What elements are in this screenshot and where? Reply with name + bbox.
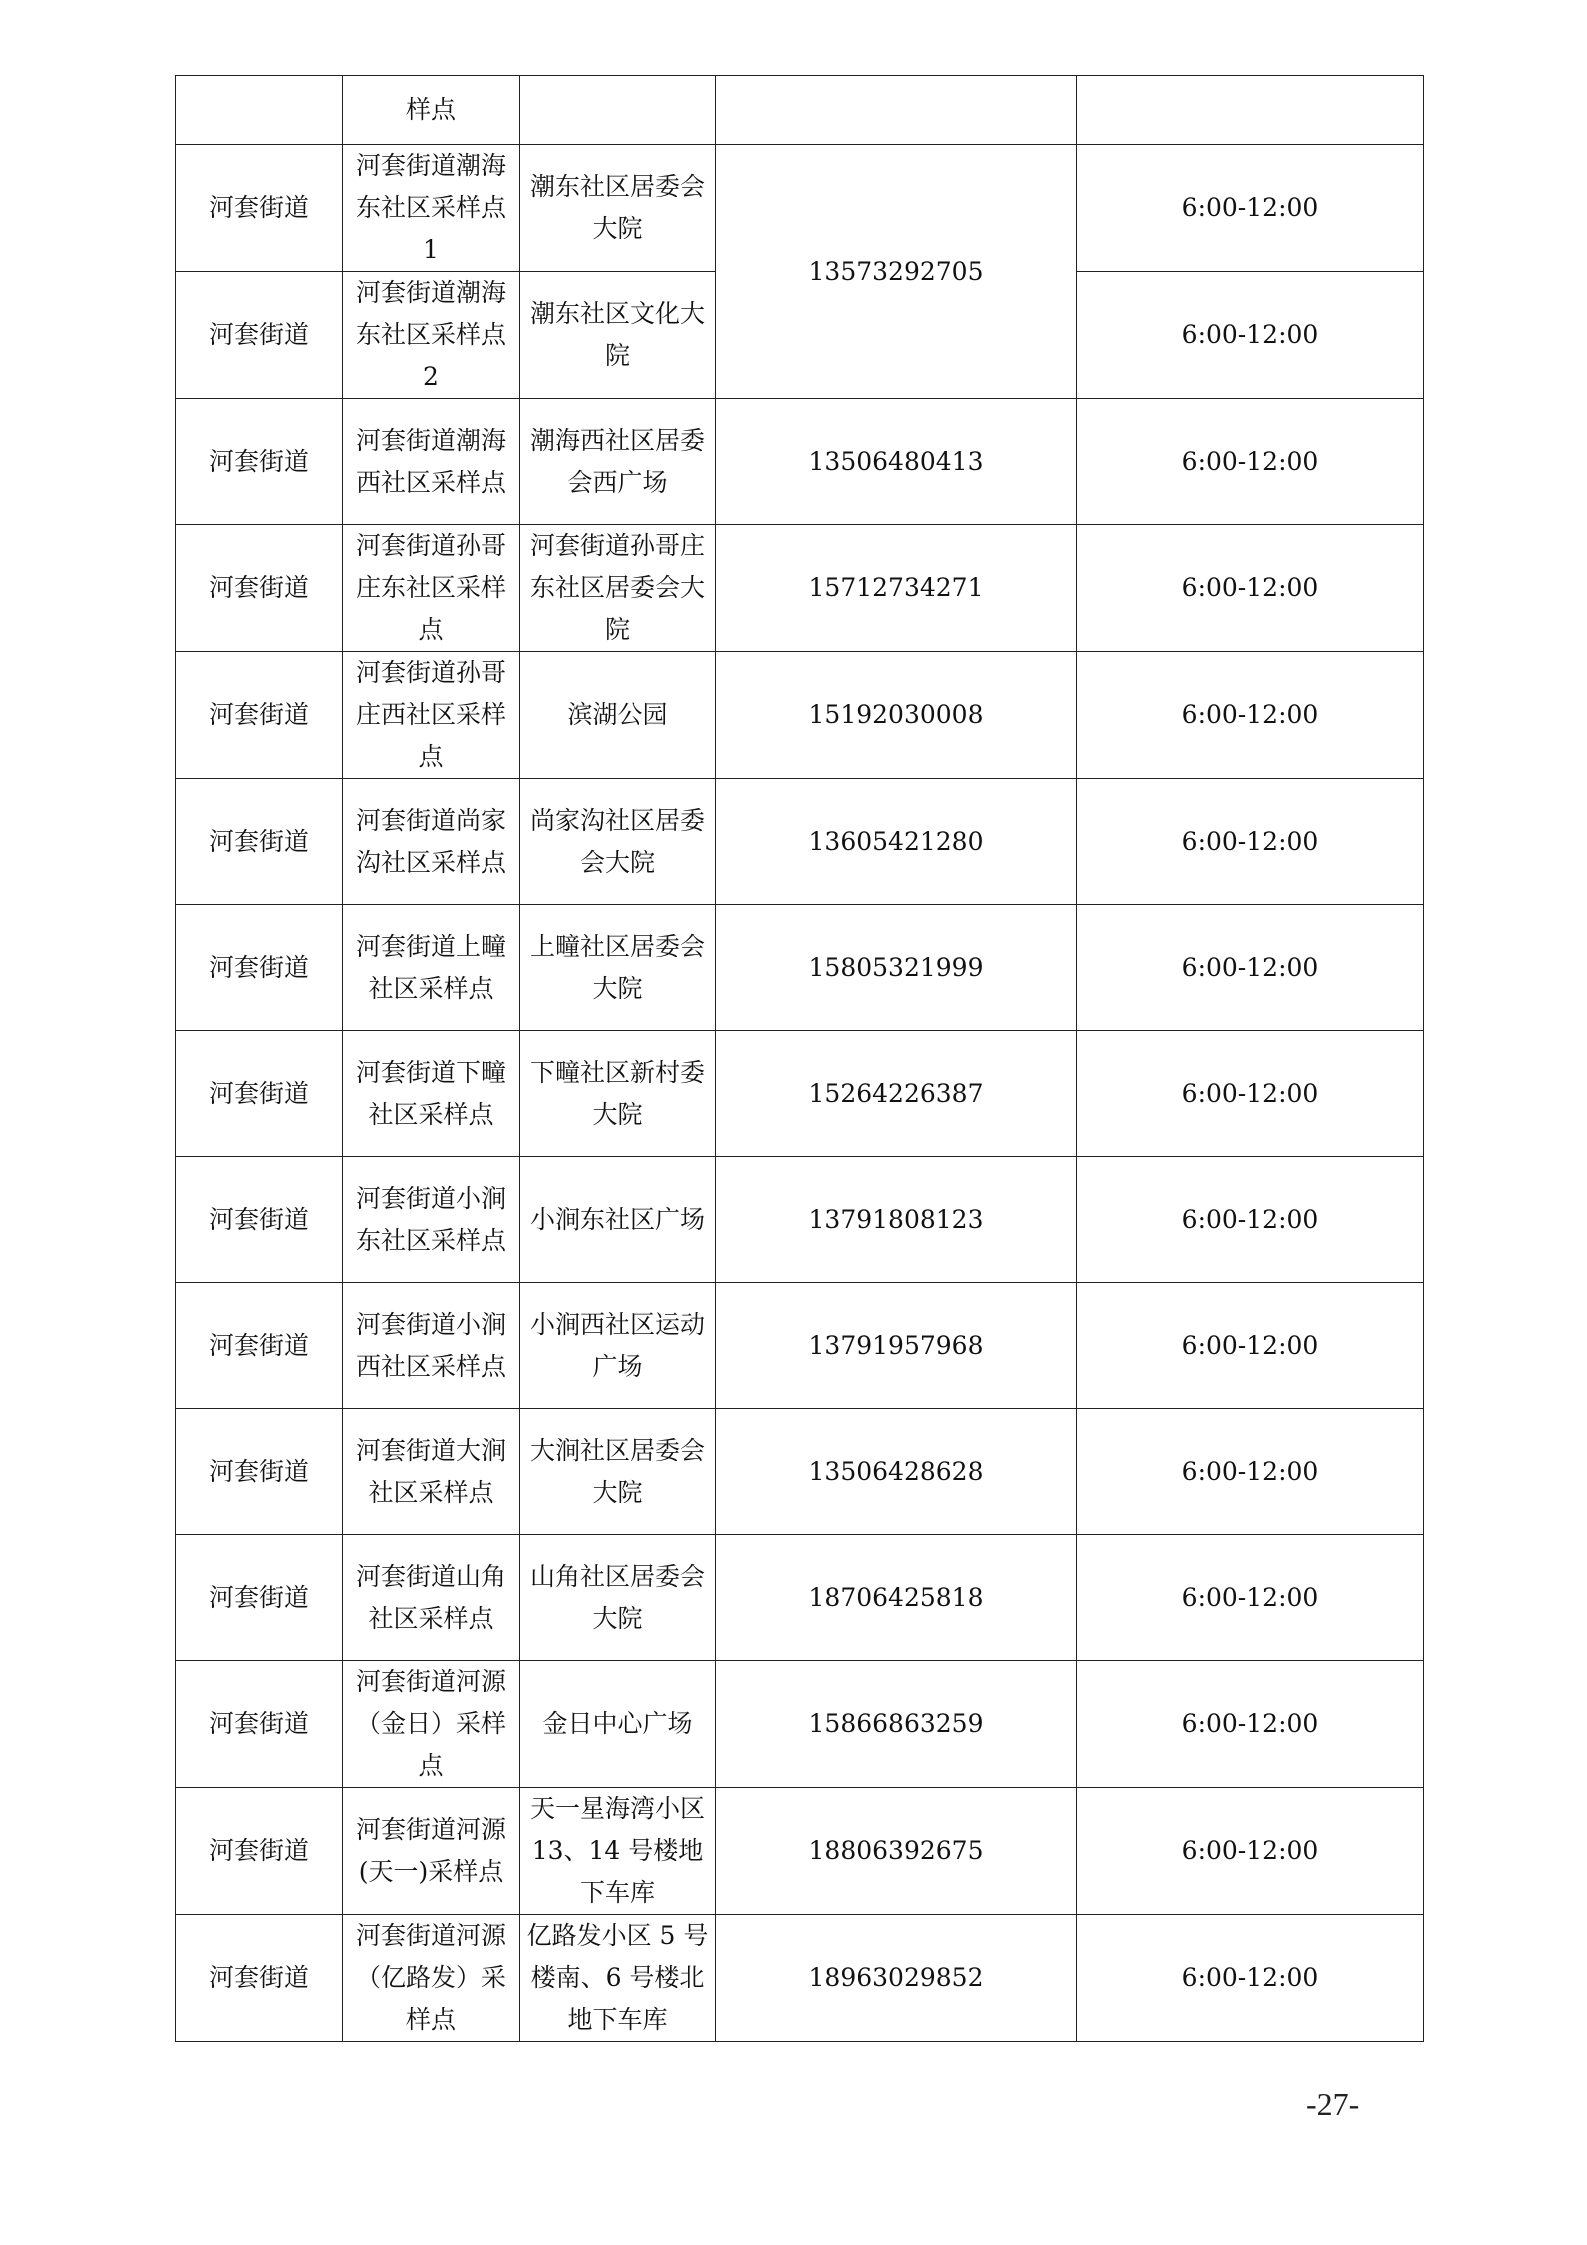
location-cell: 河套街道孙哥庄东社区居委会大院 xyxy=(520,525,716,652)
hours-cell: 6:00-12:00 xyxy=(1077,525,1424,652)
location-cell: 潮海西社区居委会西广场 xyxy=(520,399,716,525)
site-name-cell: 河套街道大涧社区采样点 xyxy=(343,1409,520,1535)
hours-cell: 6:00-12:00 xyxy=(1077,1915,1424,2042)
sampling-site-table xyxy=(175,75,1424,2042)
street-cell: 河套街道 xyxy=(176,1409,343,1535)
hours-cell: 6:00-12:00 xyxy=(1077,272,1424,399)
site-name-cell: 河套街道小涧西社区采样点 xyxy=(343,1283,520,1409)
phone-cell: 18963029852 xyxy=(716,1915,1077,2042)
location-cell: 大涧社区居委会大院 xyxy=(520,1409,716,1535)
street-cell: 河套街道 xyxy=(176,1788,343,1915)
street-cell: 河套街道 xyxy=(176,525,343,652)
table-row xyxy=(176,399,1424,525)
table-row xyxy=(176,652,1424,779)
hours-cell: 6:00-12:00 xyxy=(1077,652,1424,779)
phone-cell: 15712734271 xyxy=(716,525,1077,652)
location-cell: 金日中心广场 xyxy=(520,1661,716,1788)
table-row xyxy=(176,1031,1424,1157)
phone-cell: 13506428628 xyxy=(716,1409,1077,1535)
phone-cell: 18806392675 xyxy=(716,1788,1077,1915)
street-cell: 河套街道 xyxy=(176,399,343,525)
location-cell: 小涧东社区广场 xyxy=(520,1157,716,1283)
hours-cell: 6:00-12:00 xyxy=(1077,1157,1424,1283)
location-cell: 下疃社区新村委大院 xyxy=(520,1031,716,1157)
table-row xyxy=(176,905,1424,1031)
location-cell: 上疃社区居委会大院 xyxy=(520,905,716,1031)
street-cell: 河套街道 xyxy=(176,1535,343,1661)
location-cell: 小涧西社区运动广场 xyxy=(520,1283,716,1409)
phone-cell: 15264226387 xyxy=(716,1031,1077,1157)
location-cell xyxy=(520,76,716,145)
table-row xyxy=(176,1157,1424,1283)
site-name-cell: 河套街道孙哥庄西社区采样点 xyxy=(343,652,520,779)
phone-cell: 13791808123 xyxy=(716,1157,1077,1283)
site-name-cell: 样点 xyxy=(343,76,520,145)
hours-cell: 6:00-12:00 xyxy=(1077,779,1424,905)
location-cell: 亿路发小区 5 号楼南、6 号楼北地下车库 xyxy=(520,1915,716,2042)
site-name-cell: 河套街道上疃社区采样点 xyxy=(343,905,520,1031)
table-row xyxy=(176,1661,1424,1788)
hours-cell: 6:00-12:00 xyxy=(1077,1409,1424,1535)
phone-cell: 15866863259 xyxy=(716,1661,1077,1788)
hours-cell: 6:00-12:00 xyxy=(1077,1031,1424,1157)
table-row xyxy=(176,76,1424,145)
street-cell: 河套街道 xyxy=(176,272,343,399)
street-cell: 河套街道 xyxy=(176,652,343,779)
street-cell: 河套街道 xyxy=(176,145,343,272)
hours-cell: 6:00-12:00 xyxy=(1077,145,1424,272)
location-cell: 尚家沟社区居委会大院 xyxy=(520,779,716,905)
table-row xyxy=(176,145,1424,272)
street-cell: 河套街道 xyxy=(176,1157,343,1283)
site-name-cell: 河套街道下疃社区采样点 xyxy=(343,1031,520,1157)
location-cell: 潮东社区居委会大院 xyxy=(520,145,716,272)
location-cell: 天一星海湾小区 13、14 号楼地下车库 xyxy=(520,1788,716,1915)
site-name-cell: 河套街道河源（亿路发）采样点 xyxy=(343,1915,520,2042)
table-row xyxy=(176,1535,1424,1661)
phone-cell: 13506480413 xyxy=(716,399,1077,525)
site-name-cell: 河套街道尚家沟社区采样点 xyxy=(343,779,520,905)
street-cell: 河套街道 xyxy=(176,1661,343,1788)
site-name-cell: 河套街道山角社区采样点 xyxy=(343,1535,520,1661)
site-name-cell: 河套街道河源(天一)采样点 xyxy=(343,1788,520,1915)
site-name-cell: 河套街道潮海西社区采样点 xyxy=(343,399,520,525)
table-row xyxy=(176,1283,1424,1409)
hours-cell: 6:00-12:00 xyxy=(1077,1283,1424,1409)
phone-cell: 15192030008 xyxy=(716,652,1077,779)
phone-cell xyxy=(716,76,1077,145)
hours-cell: 6:00-12:00 xyxy=(1077,1661,1424,1788)
table-row xyxy=(176,1915,1424,2042)
phone-cell: 13573292705 xyxy=(716,145,1077,399)
location-cell: 滨湖公园 xyxy=(520,652,716,779)
street-cell: 河套街道 xyxy=(176,779,343,905)
hours-cell: 6:00-12:00 xyxy=(1077,399,1424,525)
site-name-cell: 河套街道河源（金日）采样点 xyxy=(343,1661,520,1788)
street-cell: 河套街道 xyxy=(176,905,343,1031)
hours-cell: 6:00-12:00 xyxy=(1077,905,1424,1031)
page-number: -27- xyxy=(1306,2086,1360,2122)
site-name-cell: 河套街道潮海东社区采样点 2 xyxy=(343,272,520,399)
hours-cell: 6:00-12:00 xyxy=(1077,1788,1424,1915)
street-cell: 河套街道 xyxy=(176,1283,343,1409)
location-cell: 山角社区居委会大院 xyxy=(520,1535,716,1661)
table-row xyxy=(176,525,1424,652)
phone-cell: 18706425818 xyxy=(716,1535,1077,1661)
site-name-cell: 河套街道孙哥庄东社区采样点 xyxy=(343,525,520,652)
table-row xyxy=(176,1409,1424,1535)
table-row xyxy=(176,1788,1424,1915)
hours-cell: 6:00-12:00 xyxy=(1077,1535,1424,1661)
table-row xyxy=(176,779,1424,905)
phone-cell: 13605421280 xyxy=(716,779,1077,905)
location-cell: 潮东社区文化大院 xyxy=(520,272,716,399)
street-cell xyxy=(176,76,343,145)
hours-cell xyxy=(1077,76,1424,145)
phone-cell: 13791957968 xyxy=(716,1283,1077,1409)
street-cell: 河套街道 xyxy=(176,1915,343,2042)
phone-cell: 15805321999 xyxy=(716,905,1077,1031)
site-name-cell: 河套街道小涧东社区采样点 xyxy=(343,1157,520,1283)
street-cell: 河套街道 xyxy=(176,1031,343,1157)
site-name-cell: 河套街道潮海东社区采样点 1 xyxy=(343,145,520,272)
